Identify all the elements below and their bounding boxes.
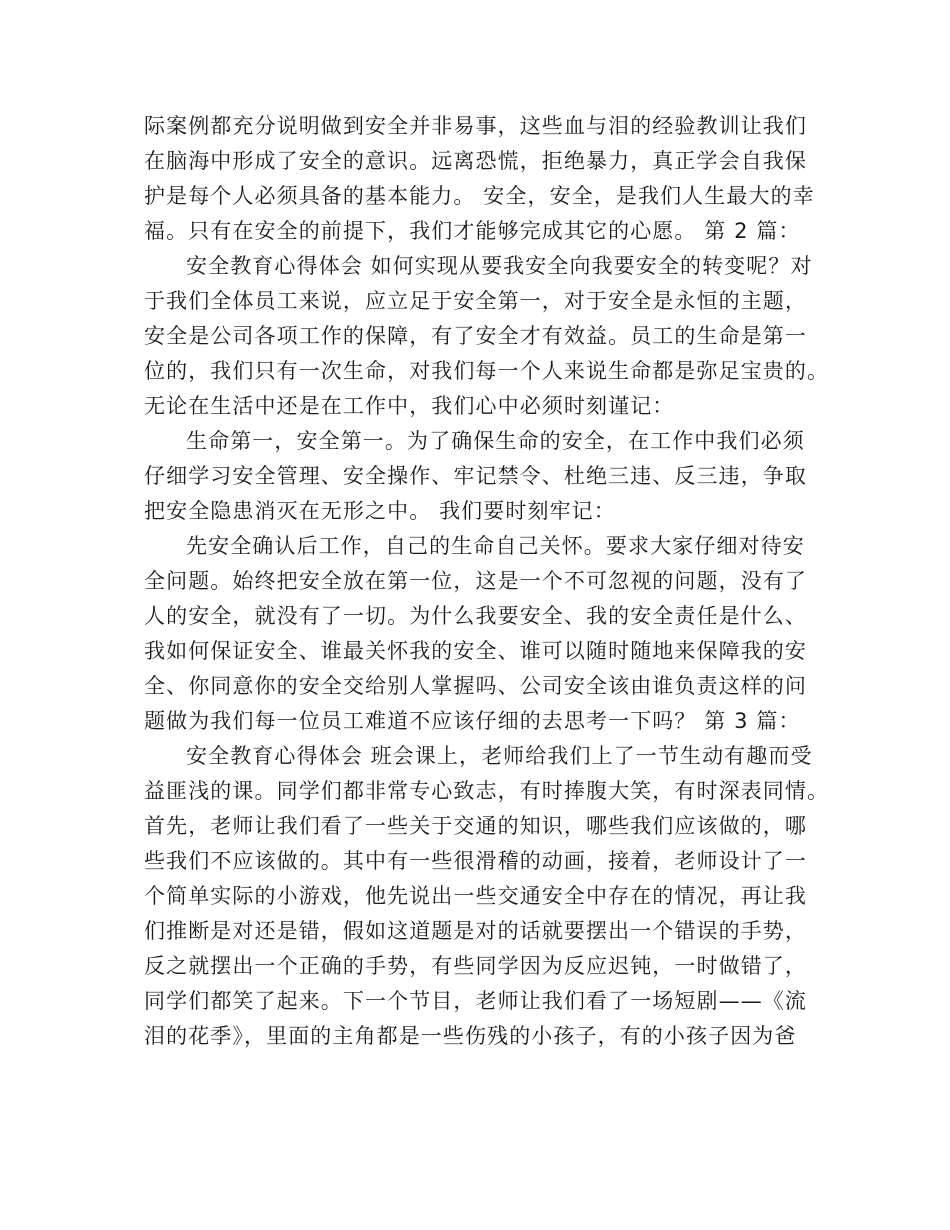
text-line: 先安全确认后工作，自己的生命自己关怀。要求大家仔细对待安 <box>186 534 805 558</box>
text-line: 于我们全体员工来说，应立足于安全第一，对于安全是永恒的主题， <box>144 289 807 313</box>
text-line: 无论在生活中还是在工作中，我们心中必须时刻谨记： <box>144 394 675 418</box>
text-line: 些我们不应该做的。其中有一些很滑稽的动画，接着，老师设计了一 <box>144 849 807 873</box>
text-line: 福。只有在安全的前提下，我们才能够完成其它的心愿。 第 2 篇： <box>144 219 801 243</box>
text-line: 在脑海中形成了安全的意识。远离恐慌，拒绝暴力，真正学会自我保 <box>144 149 807 173</box>
text-line: 际案例都充分说明做到安全并非易事，这些血与泪的经验教训让我们 <box>144 114 807 138</box>
text-line: 全问题。始终把安全放在第一位，这是一个不可忽视的问题，没有了 <box>144 569 807 593</box>
text-line: 全、你同意你的安全交给别人掌握吗、公司安全该由谁负责这样的问 <box>144 674 807 698</box>
text-line: 位的，我们只有一次生命，对我们每一个人来说生命都是弥足宝贵的。 <box>144 359 830 383</box>
text-line: 我如何保证安全、谁最关怀我的安全、谁可以随时随地来保障我的安 <box>144 639 807 663</box>
text-line: 题做为我们每一位员工难道不应该仔细的去思考一下吗？ 第 3 篇： <box>144 709 801 733</box>
text-line: 安全教育心得体会 如何实现从要我安全向我要安全的转变呢？对 <box>186 254 813 278</box>
text-line: 个简单实际的小游戏，他先说出一些交通安全中存在的情况，再让我 <box>144 884 807 908</box>
text-line: 反之就摆出一个正确的手势，有些同学因为反应迟钝，一时做错了， <box>144 954 807 978</box>
text-line: 首先，老师让我们看了一些关于交通的知识，哪些我们应该做的，哪 <box>144 814 807 838</box>
text-line: 生命第一，安全第一。为了确保生命的安全，在工作中我们必须 <box>186 429 805 453</box>
text-line: 同学们都笑了起来。下一个节目，老师让我们看了一场短剧——《流 <box>144 989 807 1013</box>
text-line: 护是每个人必须具备的基本能力。 安全，安全，是我们人生最大的幸 <box>144 184 815 208</box>
text-line: 安全是公司各项工作的保障，有了安全才有效益。员工的生命是第一 <box>144 324 807 348</box>
text-line: 仔细学习安全管理、安全操作、牢记禁令、杜绝三违、反三违，争取 <box>144 464 807 488</box>
text-line: 把安全隐患消灭在无形之中。 我们要时刻牢记： <box>144 499 616 523</box>
text-line: 人的安全，就没有了一切。为什么我要安全、我的安全责任是什么、 <box>144 604 807 628</box>
text-line: 益匪浅的课。同学们都非常专心致志，有时捧腹大笑，有时深表同情。 <box>144 779 830 803</box>
text-line: 们推断是对还是错，假如这道题是对的话就要摆出一个错误的手势， <box>144 919 807 943</box>
text-line: 泪的花季》，里面的主角都是一些伤残的小孩子，有的小孩子因为爸 <box>144 1024 797 1048</box>
text-line: 安全教育心得体会 班会课上，老师给我们上了一节生动有趣而受 <box>186 744 813 768</box>
